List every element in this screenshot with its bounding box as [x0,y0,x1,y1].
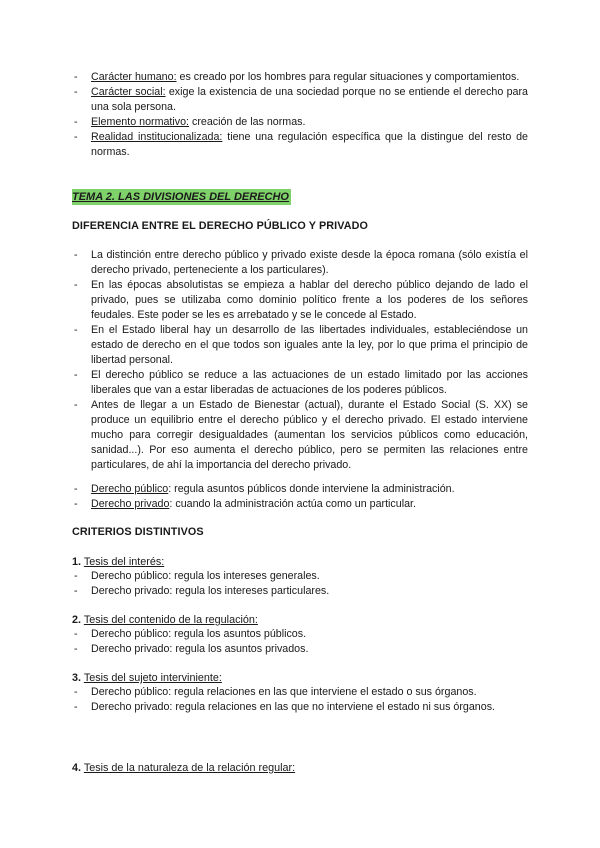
list-item: - El derecho público se reduce a las actuaciones de un estado limitado por las acciones liberales que van a estar liberadas de actuaciones de los poderes públicos. [74,369,528,396]
item-text: : regula asuntos públicos donde interviene la administración. [168,483,455,495]
criterion-heading: 4. Tesis de la naturaleza de la relación regular: [72,762,296,774]
item-term: Carácter social: [91,86,166,98]
section-heading: DIFERENCIA ENTRE EL DERECHO PÚBLICO Y PRIVADO [72,220,369,232]
item-term: Elemento normativo: [91,116,190,128]
list-item: - Derecho público: regula asuntos públicos donde interviene la administración. [74,483,455,495]
item-text: creación de las normas. [189,116,306,128]
list-item: - Carácter humano: es creado por los hombres para regular situaciones y comportamientos. [74,71,520,83]
item-text: tiene una regulación específica que la distingue del resto de normas. [91,131,528,158]
list-item: - Derecho público: regula los intereses generales. [74,570,320,582]
item-term: Derecho privado [91,498,170,510]
list-item: - Derecho público: regula relaciones en las que interviene el estado o sus órganos. [74,686,477,698]
item-term: Derecho público [91,483,169,495]
criterion-heading: 1. Tesis del interés: [72,556,165,568]
item-term: Carácter humano: [91,71,177,83]
list-item: - Derecho privado: regula los asuntos privados. [74,643,309,655]
list-item: - Derecho privado: cuando la administración actúa como un particular. [74,498,416,510]
list-item: - Realidad institucionalizada: tiene una regulación específica que la distingue del resto de normas. [74,131,528,158]
tema-heading: TEMA 2. LAS DIVISIONES DEL DERECHO [72,191,289,203]
item-text: exige la existencia de una sociedad porque no se entiende el derecho para una sola persona. [91,86,528,113]
item-text: es creado por los hombres para regular situaciones y comportamientos. [176,71,520,83]
list-item: - Derecho público: regula los asuntos públicos. [74,628,307,640]
criterion-list [72,569,528,599]
list-item: - En el Estado liberal hay un desarrollo de las libertades individuales, estableciéndose un estado de derecho en el que todos son iguales ante la ley, por lo que prima el principio de libertad personal. [74,324,528,366]
definitions-list [72,482,528,512]
list-item: - La distinción entre derecho público y privado existe desde la época romana (sólo existía el derecho privado, perteneciente a los particulares). [74,249,528,276]
criterion-list [72,685,528,715]
item-term: Realidad institucionalizada: [91,131,223,143]
section-heading: CRITERIOS DISTINTIVOS [72,526,204,538]
criterion-list [72,627,528,657]
list-item: - Elemento normativo: creación de las normas. [74,116,306,128]
list-item: - En las épocas absolutistas se empieza a hablar del derecho público dejando de lado el privado, pues se utilizaba como dominio político frente a los poderes de los señores feudales. Este poder se les es arrebatado y se le concede al Estado. [74,279,528,321]
list-item: - Antes de llegar a un Estado de Bienestar (actual), durante el Estado Social (S. XX) se produce un equilibrio entre el derecho público y el derecho privado. El estado interviene mucho para corregir desigualdades (aumentan los servicios públicos como educación, sanidad...). Por eso aumenta el derecho público, pero se permiten las relaciones entre particulares, de ahí la importancia del derecho privado. [74,399,528,471]
characteristics-list [72,70,528,160]
criterion-heading: 2. Tesis del contenido de la regulación: [72,614,258,626]
history-list [72,248,528,473]
list-item: - Carácter social: exige la existencia de una sociedad porque no se entiende el derecho para una sola persona. [74,86,528,113]
criterion-heading: 3. Tesis del sujeto interviniente: [72,672,222,684]
list-item: - Derecho privado: regula los intereses particulares. [74,585,330,597]
item-text: : cuando la administración actúa como un particular. [169,498,416,510]
list-item: - Derecho privado: regula relaciones en las que no interviene el estado ni sus órganos. [74,701,496,713]
